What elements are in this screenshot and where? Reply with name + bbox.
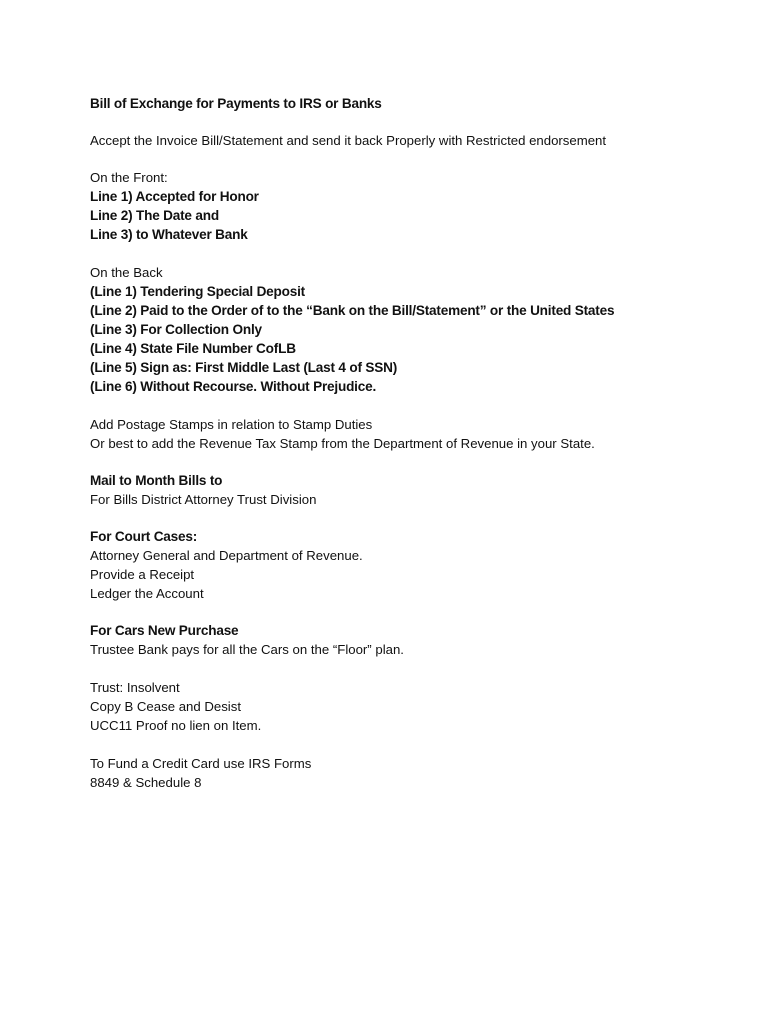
back-line-6: (Line 6) Without Recourse. Without Prejudice. [90, 379, 377, 394]
trust-line-2: Copy B Cease and Desist [90, 699, 241, 714]
document-title: Bill of Exchange for Payments to IRS or Banks [90, 96, 382, 111]
back-line-1: (Line 1) Tendering Special Deposit [90, 284, 306, 299]
front-line-2: Line 2) The Date and [90, 208, 219, 223]
intro-text: Accept the Invoice Bill/Statement and send it back Properly with Restricted endorsement [90, 133, 607, 148]
back-line-4: (Line 4) State File Number CofLB [90, 341, 296, 356]
back-line-2: (Line 2) Paid to the Order of to the “Bank on the Bill/Statement” or the United States [90, 303, 615, 318]
back-heading: On the Back [90, 265, 163, 280]
cars-heading: For Cars New Purchase [90, 623, 239, 638]
court-heading: For Court Cases: [90, 529, 198, 544]
back-line-5: (Line 5) Sign as: First Middle Last (Last 4 of SSN) [90, 360, 398, 375]
document-page [90, 94, 730, 792]
mail-line-1: For Bills District Attorney Trust Division [90, 492, 317, 507]
court-line-2: Provide a Receipt [90, 567, 195, 582]
front-line-3: Line 3) to Whatever Bank [90, 227, 248, 242]
court-line-1: Attorney General and Department of Revenue. [90, 548, 363, 563]
trust-line-1: Trust: Insolvent [90, 680, 180, 695]
postage-line-2: Or best to add the Revenue Tax Stamp from the Department of Revenue in your State. [90, 436, 595, 451]
court-line-3: Ledger the Account [90, 586, 204, 601]
credit-line-2: 8849 & Schedule 8 [90, 775, 202, 790]
front-heading: On the Front: [90, 170, 168, 185]
credit-line-1: To Fund a Credit Card use IRS Forms [90, 756, 312, 771]
back-line-3: (Line 3) For Collection Only [90, 322, 262, 337]
cars-line-1: Trustee Bank pays for all the Cars on the “Floor” plan. [90, 642, 404, 657]
front-line-1: Line 1) Accepted for Honor [90, 189, 259, 204]
mail-heading: Mail to Month Bills to [90, 473, 223, 488]
postage-line-1: Add Postage Stamps in relation to Stamp Duties [90, 417, 373, 432]
trust-line-3: UCC11 Proof no lien on Item. [90, 718, 262, 733]
